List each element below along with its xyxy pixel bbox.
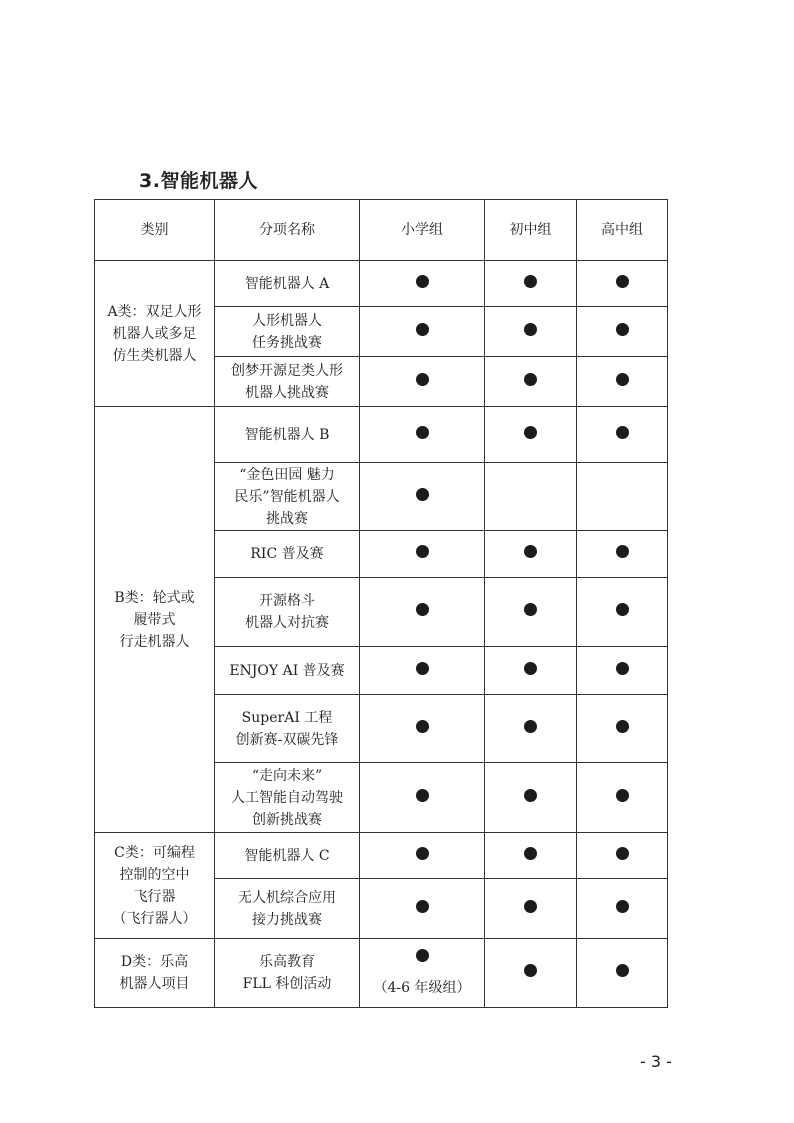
- dot-icon: [524, 847, 537, 860]
- middle-cell: [485, 531, 577, 578]
- dot-icon: [524, 373, 537, 386]
- middle-cell: [485, 407, 577, 463]
- dot-icon: [416, 720, 429, 733]
- item-name-cell: SuperAI 工程 创新赛-双碳先锋: [215, 695, 360, 763]
- dot-icon: [416, 323, 429, 336]
- table-row: [95, 833, 668, 879]
- primary-cell: [360, 261, 485, 307]
- primary-cell: [360, 357, 485, 407]
- grade-note: （4-6 年级组）: [373, 980, 471, 996]
- dot-icon: [416, 847, 429, 860]
- item-name-cell: 无人机综合应用 接力挑战赛: [215, 879, 360, 939]
- primary-cell: [360, 763, 485, 833]
- middle-cell: [485, 879, 577, 939]
- item-name-cell: “走向未来” 人工智能自动驾驶 创新挑战赛: [215, 763, 360, 833]
- primary-cell: [360, 939, 485, 1008]
- dot-icon: [416, 545, 429, 558]
- dot-icon: [524, 426, 537, 439]
- dot-icon: [416, 426, 429, 439]
- middle-cell: [485, 833, 577, 879]
- high-cell: [577, 407, 668, 463]
- competition-table: [94, 199, 668, 1008]
- dot-icon: [616, 964, 629, 977]
- dot-icon: [616, 847, 629, 860]
- primary-cell: [360, 531, 485, 578]
- dot-icon: [616, 323, 629, 336]
- header-primary: 小学组: [360, 200, 485, 261]
- dot-icon: [616, 603, 629, 616]
- primary-cell: [360, 578, 485, 647]
- item-name-cell: 智能机器人 B: [215, 407, 360, 463]
- header-middle: 初中组: [485, 200, 577, 261]
- header-item-name: 分项名称: [215, 200, 360, 261]
- dot-icon: [416, 603, 429, 616]
- primary-cell: [360, 879, 485, 939]
- table-row: [95, 407, 668, 463]
- primary-cell: [360, 695, 485, 763]
- dot-icon: [524, 323, 537, 336]
- item-name-cell: 人形机器人 任务挑战赛: [215, 307, 360, 357]
- header-category: 类别: [95, 200, 215, 261]
- table-body: [95, 200, 668, 1008]
- middle-cell: [485, 939, 577, 1008]
- dot-icon: [524, 662, 537, 675]
- category-cell: D类：乐高 机器人项目: [95, 939, 215, 1008]
- dot-icon: [616, 373, 629, 386]
- high-cell: [577, 261, 668, 307]
- high-cell: [577, 939, 668, 1008]
- middle-cell: [485, 261, 577, 307]
- dot-icon: [416, 373, 429, 386]
- item-name-cell: 智能机器人 A: [215, 261, 360, 307]
- section-heading: 3.智能机器人: [139, 170, 258, 192]
- high-cell: [577, 647, 668, 695]
- dot-icon: [616, 720, 629, 733]
- high-cell: [577, 763, 668, 833]
- item-name-cell: ENJOY AI 普及赛: [215, 647, 360, 695]
- item-name-cell: “金色田园 魅力 民乐”智能机器人 挑战赛: [215, 463, 360, 531]
- middle-cell: [485, 763, 577, 833]
- high-cell: [577, 578, 668, 647]
- middle-cell: [485, 357, 577, 407]
- dot-icon: [416, 900, 429, 913]
- dot-icon: [524, 964, 537, 977]
- middle-cell: [485, 463, 577, 531]
- primary-cell: [360, 307, 485, 357]
- item-name-cell: RIC 普及赛: [215, 531, 360, 578]
- middle-cell: [485, 307, 577, 357]
- middle-cell: [485, 578, 577, 647]
- high-cell: [577, 357, 668, 407]
- dot-icon: [616, 789, 629, 802]
- dot-icon: [524, 545, 537, 558]
- dot-icon: [616, 900, 629, 913]
- item-name-cell: 创梦开源足类人形 机器人挑战赛: [215, 357, 360, 407]
- dot-icon: [524, 603, 537, 616]
- dot-icon: [524, 789, 537, 802]
- item-name-cell: 智能机器人 C: [215, 833, 360, 879]
- header-high: 高中组: [577, 200, 668, 261]
- page-number: - 3 -: [640, 1052, 672, 1071]
- primary-cell: [360, 833, 485, 879]
- item-name-cell: 乐高教育 FLL 科创活动: [215, 939, 360, 1008]
- category-cell: B类：轮式或 履带式 行走机器人: [95, 407, 215, 833]
- dot-icon: [416, 789, 429, 802]
- dot-icon: [416, 949, 429, 962]
- high-cell: [577, 307, 668, 357]
- high-cell: [577, 531, 668, 578]
- dot-icon: [616, 662, 629, 675]
- table-row: [95, 939, 668, 1008]
- item-name-cell: 开源格斗 机器人对抗赛: [215, 578, 360, 647]
- primary-cell: [360, 647, 485, 695]
- middle-cell: [485, 695, 577, 763]
- dot-icon: [416, 488, 429, 501]
- dot-icon: [416, 662, 429, 675]
- middle-cell: [485, 647, 577, 695]
- dot-icon: [416, 275, 429, 288]
- header-row: [95, 200, 668, 261]
- high-cell: [577, 879, 668, 939]
- high-cell: [577, 695, 668, 763]
- dot-icon: [616, 545, 629, 558]
- table-row: [95, 261, 668, 307]
- dot-icon: [616, 426, 629, 439]
- dot-icon: [524, 900, 537, 913]
- dot-icon: [616, 275, 629, 288]
- high-cell: [577, 463, 668, 531]
- primary-cell: [360, 463, 485, 531]
- high-cell: [577, 833, 668, 879]
- primary-cell: [360, 407, 485, 463]
- dot-icon: [524, 720, 537, 733]
- category-cell: A类：双足人形 机器人或多足 仿生类机器人: [95, 261, 215, 407]
- category-cell: C类：可编程 控制的空中 飞行器 （飞行器人）: [95, 833, 215, 939]
- dot-icon: [524, 275, 537, 288]
